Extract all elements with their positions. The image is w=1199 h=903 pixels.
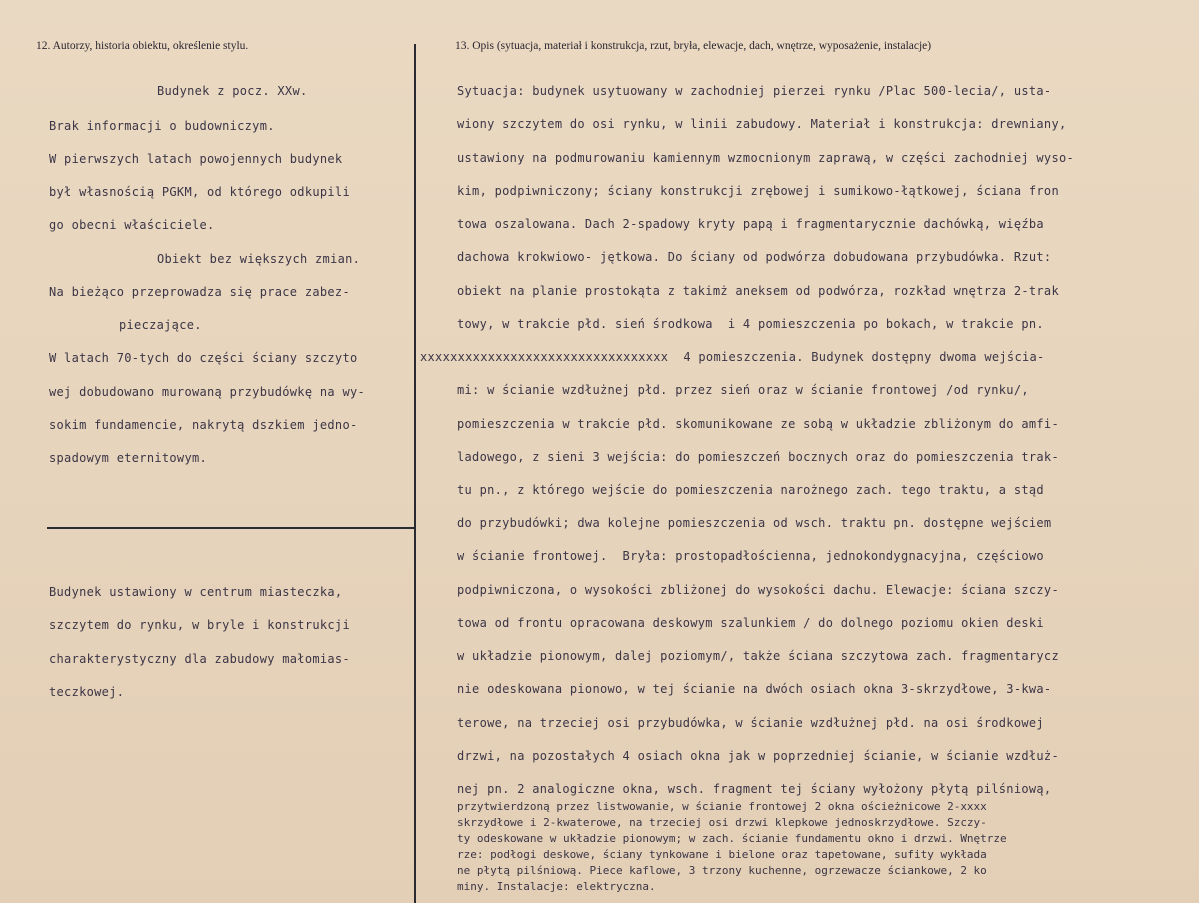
history-line: W latach 70-tych do części ściany szczyto: [49, 351, 358, 365]
description-line: towy, w trakcie płd. sień środkowa i 4 pomieszczenia po bokach, w trakcie pn.: [457, 317, 1044, 331]
history-line: Budynek z pocz. XXw.: [157, 84, 308, 98]
description-line: towa oszalowana. Dach 2-spadowy kryty papą i fragmentarycznie dachówką, więźba: [457, 217, 1044, 231]
description-small-line: ty odeskowane w układzie pionowym; w zach. ścianie fundamentu okno i drzwi. Wnętrze: [457, 832, 1007, 845]
description-line: mi: w ścianie wzdłużnej płd. przez sień oraz w ścianie frontowej /od rynku/,: [457, 383, 1029, 397]
description-line: nie odeskowana pionowo, w tej ścianie na dwóch osiach okna 3-skrzydłowe, 3-kwa-: [457, 682, 1052, 696]
description-line: ustawiony na podmurowaniu kamiennym wzmocnionym zaprawą, w części zachodniej wyso-: [457, 151, 1075, 165]
description-line: pomieszczenia w trakcie płd. skomunikowane ze sobą w układzie zbliżonym do amfi-: [457, 417, 1059, 431]
description-line: drzwi, na pozostałych 4 osiach okna jak w poprzedniej ścianie, w ścianie wzdłuż-: [457, 749, 1059, 763]
style-line: szczytem do rynku, w bryle i konstrukcji: [49, 618, 350, 632]
left-section-divider: [47, 527, 416, 529]
description-small-line: przytwierdzoną przez listwowanie, w ścianie frontowej 2 okna ościeżnicowe 2-xxxx: [457, 800, 987, 813]
history-line: wej dobudowano murowaną przybudówkę na wy-: [49, 385, 366, 399]
description-small-line: miny. Instalacje: elektryczna.: [457, 880, 656, 893]
description-small-line: skrzydłowe i 2-kwaterowe, na trzeciej osi drzwi klepkowe jednoskrzydłowe. Szczy-: [457, 816, 987, 829]
section-12-heading: 12. Autorzy, historia obiektu, określenie stylu.: [36, 40, 249, 52]
history-line: spadowym eternitowym.: [49, 451, 208, 465]
description-line: terowe, na trzeciej osi przybudówka, w ścianie wzdłużnej płd. na osi środkowej: [457, 716, 1044, 730]
history-line: był własnością PGKM, od którego odkupili: [49, 185, 350, 199]
history-line: sokim fundamencie, nakrytą dszkiem jedno-: [49, 418, 358, 432]
description-line: kim, podpiwniczony; ściany konstrukcji zrębowej i sumikowo-łątkowej, ściana fron: [457, 184, 1059, 198]
description-line: xxxxxxxxxxxxxxxxxxxxxxxxxxxxxxxxx 4 pomieszczenia. Budynek dostępny dwoma wejścia-: [420, 350, 1045, 364]
style-line: teczkowej.: [49, 685, 125, 699]
description-line: dachowa krokwiowo- jętkowa. Do ściany od podwórza dobudowana przybudówka. Rzut:: [457, 250, 1052, 264]
section-13-heading: 13. Opis (sytuacja, materiał i konstrukcja, rzut, bryła, elewacje, dach, wnętrze, wyposażenie, instalacje): [455, 40, 932, 52]
description-line: towa od frontu opracowana deskowym szalunkiem / do dolnego poziomu okien deski: [457, 616, 1044, 630]
history-line: Na bieżąco przeprowadza się prace zabez-: [49, 285, 350, 299]
history-line: Obiekt bez większych zmian.: [157, 252, 361, 266]
description-line: do przybudówki; dwa kolejne pomieszczenia od wsch. traktu pn. dostępne wejściem: [457, 516, 1052, 530]
style-line: charakterystyczny dla zabudowy małomias-: [49, 652, 350, 666]
description-line: tu pn., z którego wejście do pomieszczenia narożnego zach. tego traktu, a stąd: [457, 483, 1044, 497]
description-line: obiekt na planie prostokąta z takimż aneksem od podwórza, rozkład wnętrza 2-trak: [457, 284, 1059, 298]
history-line: W pierwszych latach powojennych budynek: [49, 152, 343, 166]
description-line: nej pn. 2 analogiczne okna, wsch. fragment tej ściany wyłożony płytą pilśniową,: [457, 782, 1052, 796]
description-line: w układzie pionowym, dalej poziomym/, także ściana szczytowa zach. fragmentarycz: [457, 649, 1059, 663]
description-small-line: ne płytą pilśniową. Piece kaflowe, 3 trzony kuchenne, ogrzewacze ściankowe, 2 ko: [457, 864, 987, 877]
history-line: go obecni właściciele.: [49, 218, 215, 232]
description-small-line: rze: podłogi deskowe, ściany tynkowane i bielone oraz tapetowane, sufity wykłada: [457, 848, 987, 861]
history-line: Brak informacji o budowniczym.: [49, 119, 275, 133]
description-line: w ścianie frontowej. Bryła: prostopadłościenna, jednokondygnacyjna, częściowo: [457, 549, 1044, 563]
description-line: wiony szczytem do osi rynku, w linii zabudowy. Materiał i konstrukcja: drewniany,: [457, 117, 1067, 131]
description-line: podpiwniczona, o wysokości zbliżonej do wysokości dachu. Elewacje: ściana szczy-: [457, 583, 1059, 597]
style-line: Budynek ustawiony w centrum miasteczka,: [49, 585, 343, 599]
column-divider: [414, 44, 416, 903]
description-line: ladowego, z sieni 3 wejścia: do pomieszczeń bocznych oraz do pomieszczenia trak-: [457, 450, 1059, 464]
history-line: pieczające.: [119, 318, 202, 332]
description-line: Sytuacja: budynek usytuowany w zachodniej pierzei rynku /Plac 500-lecia/, usta-: [457, 84, 1052, 98]
